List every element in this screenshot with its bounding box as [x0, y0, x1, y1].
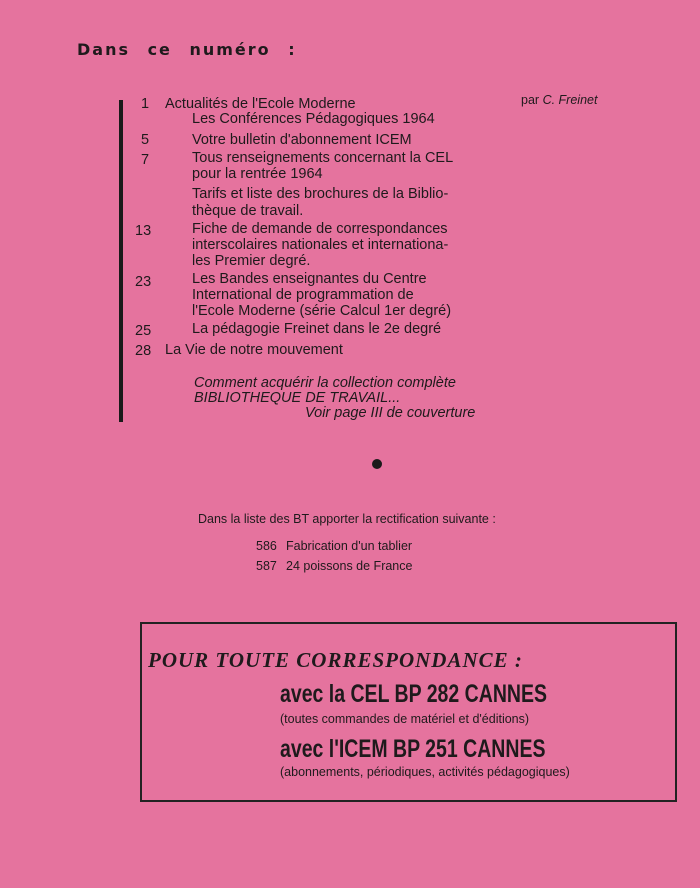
author-name: C. Freinet — [542, 93, 598, 107]
toc-entry: Votre bulletin d'abonnement ICEM — [192, 132, 412, 148]
separator-dot — [372, 459, 382, 469]
toc-entry: La pédagogie Freinet dans le 2e degré — [192, 321, 442, 337]
toc-entry: La Vie de notre mouvement — [165, 342, 343, 358]
author-credit — [521, 93, 597, 107]
rectification-item-title: 24 poissons de France — [286, 559, 413, 573]
toc-entry-line: Tarifs et liste des brochures de la Biblio- — [192, 186, 449, 202]
toc-vertical-rule — [119, 100, 123, 422]
toc-page-number: 1 — [141, 96, 150, 112]
toc-entry-line: thèque de travail. — [192, 203, 304, 219]
toc-entry-line: les Premier degré. — [192, 253, 311, 269]
collection-note-title: BIBLIOTHEQUE DE TRAVAIL... — [194, 390, 401, 406]
toc-entry-line: International de programmation de — [192, 287, 414, 303]
toc-entry-line: Tous renseignements concernant la CEL — [192, 150, 454, 166]
toc-page-number: 28 — [135, 343, 152, 359]
toc-entry: Actualités de l'Ecole Moderne — [165, 96, 356, 112]
collection-note-line: Comment acquérir la collection complète — [194, 375, 456, 391]
toc-page-number: 25 — [135, 323, 152, 339]
cel-address-note: (toutes commandes de matériel et d'éditions) — [280, 712, 530, 726]
rectification-item-title: Fabrication d'un tablier — [286, 539, 413, 553]
rectification-item-number: 587 — [256, 559, 277, 573]
toc-page-number: 5 — [141, 132, 150, 148]
page-heading: Dans ce numéro : — [77, 40, 297, 59]
cel-address: avec la CEL BP 282 CANNES — [280, 680, 548, 708]
toc-page-number: 13 — [135, 223, 152, 239]
rectification-item-number: 586 — [256, 539, 277, 553]
collection-note-reference: Voir page III de couverture — [305, 405, 476, 421]
toc-entry-line: interscolaires nationales et internationa- — [192, 237, 449, 253]
toc-entry-line: Fiche de demande de correspondances — [192, 221, 448, 237]
correspondence-title: POUR TOUTE CORRESPONDANCE : — [148, 648, 523, 672]
icem-address-note: (abonnements, périodiques, activités pédagogiques) — [280, 765, 570, 779]
toc-entry-line: Les Bandes enseignantes du Centre — [192, 271, 427, 287]
icem-address: avec l'ICEM BP 251 CANNES — [280, 735, 546, 763]
toc-page-number: 7 — [141, 152, 150, 168]
toc-entry-line: pour la rentrée 1964 — [192, 166, 323, 182]
rectification-intro: Dans la liste des BT apporter la rectification suivante : — [198, 512, 496, 526]
toc-entry: Les Conférences Pédagogiques 1964 — [192, 111, 435, 127]
toc-entry-line: l'Ecole Moderne (série Calcul 1er degré) — [192, 303, 452, 319]
author-prefix: par — [521, 93, 540, 107]
toc-page-number: 23 — [135, 274, 152, 290]
